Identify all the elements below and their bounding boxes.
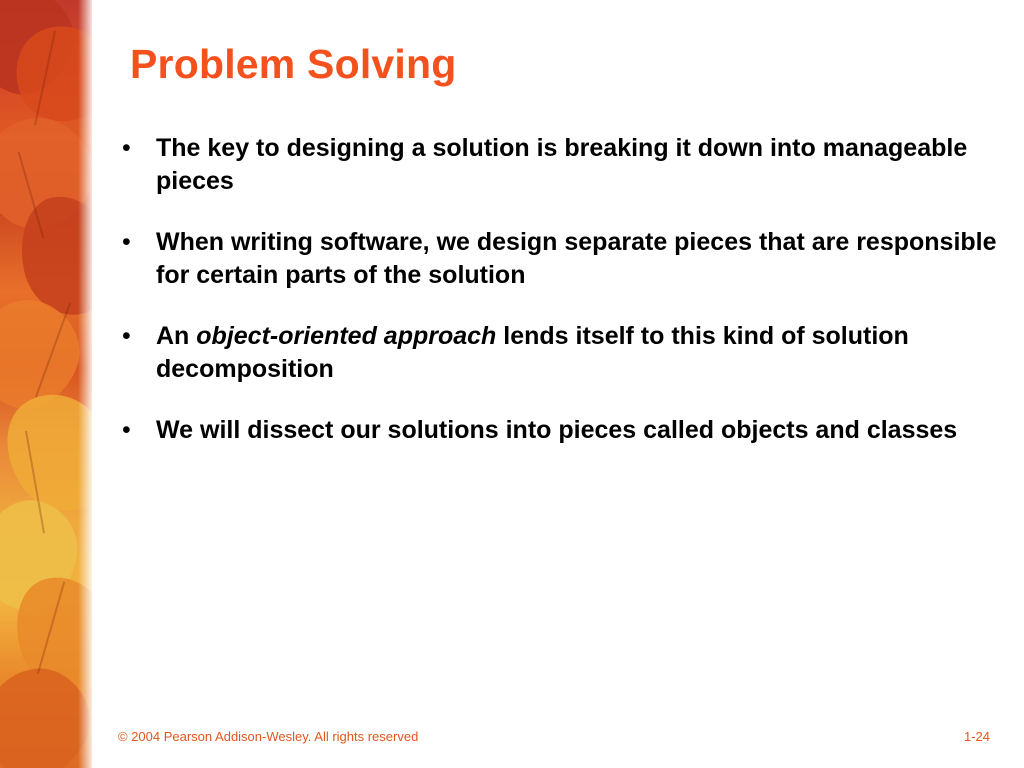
footer-copyright: © 2004 Pearson Addison-Wesley. All rights reserved (118, 729, 419, 744)
bullet-marker-icon: • (122, 322, 131, 350)
bullet-marker-icon: • (122, 416, 131, 444)
bullet-text-segment: When writing software, we design separate pieces that are responsible for certain parts of the solution (156, 228, 997, 289)
footer-page-number: 1-24 (963, 729, 990, 744)
bullet-text-writing-software (156, 226, 1008, 292)
bullet-text-emphasis: object-oriented approach (196, 322, 497, 350)
bullet-text-dissect-solutions (156, 414, 1008, 447)
list-item (118, 414, 1008, 447)
bullet-text-segment: An (156, 322, 197, 350)
bullet-text-segment: The key to designing a solution is breaking it down into manageable pieces (156, 134, 968, 195)
bullet-list (118, 132, 1008, 475)
list-item (118, 320, 1008, 386)
slide-content (92, 0, 1024, 768)
page-title: Problem Solving (130, 41, 457, 87)
list-item (118, 226, 1008, 292)
bullet-marker-icon: • (122, 134, 131, 162)
bullet-marker-icon: • (122, 228, 131, 256)
bullet-text-segment: We will dissect our solutions into pieces called objects and classes (156, 416, 958, 444)
bullet-text-object-oriented (156, 320, 1008, 386)
list-item (118, 132, 1008, 198)
sidebar-fade (78, 0, 92, 768)
autumn-leaves-sidebar (0, 0, 92, 768)
bullet-text-key-to-designing (156, 132, 1008, 198)
bullet-text-segment: lends itself to this kind of solution decomposition (156, 322, 909, 383)
